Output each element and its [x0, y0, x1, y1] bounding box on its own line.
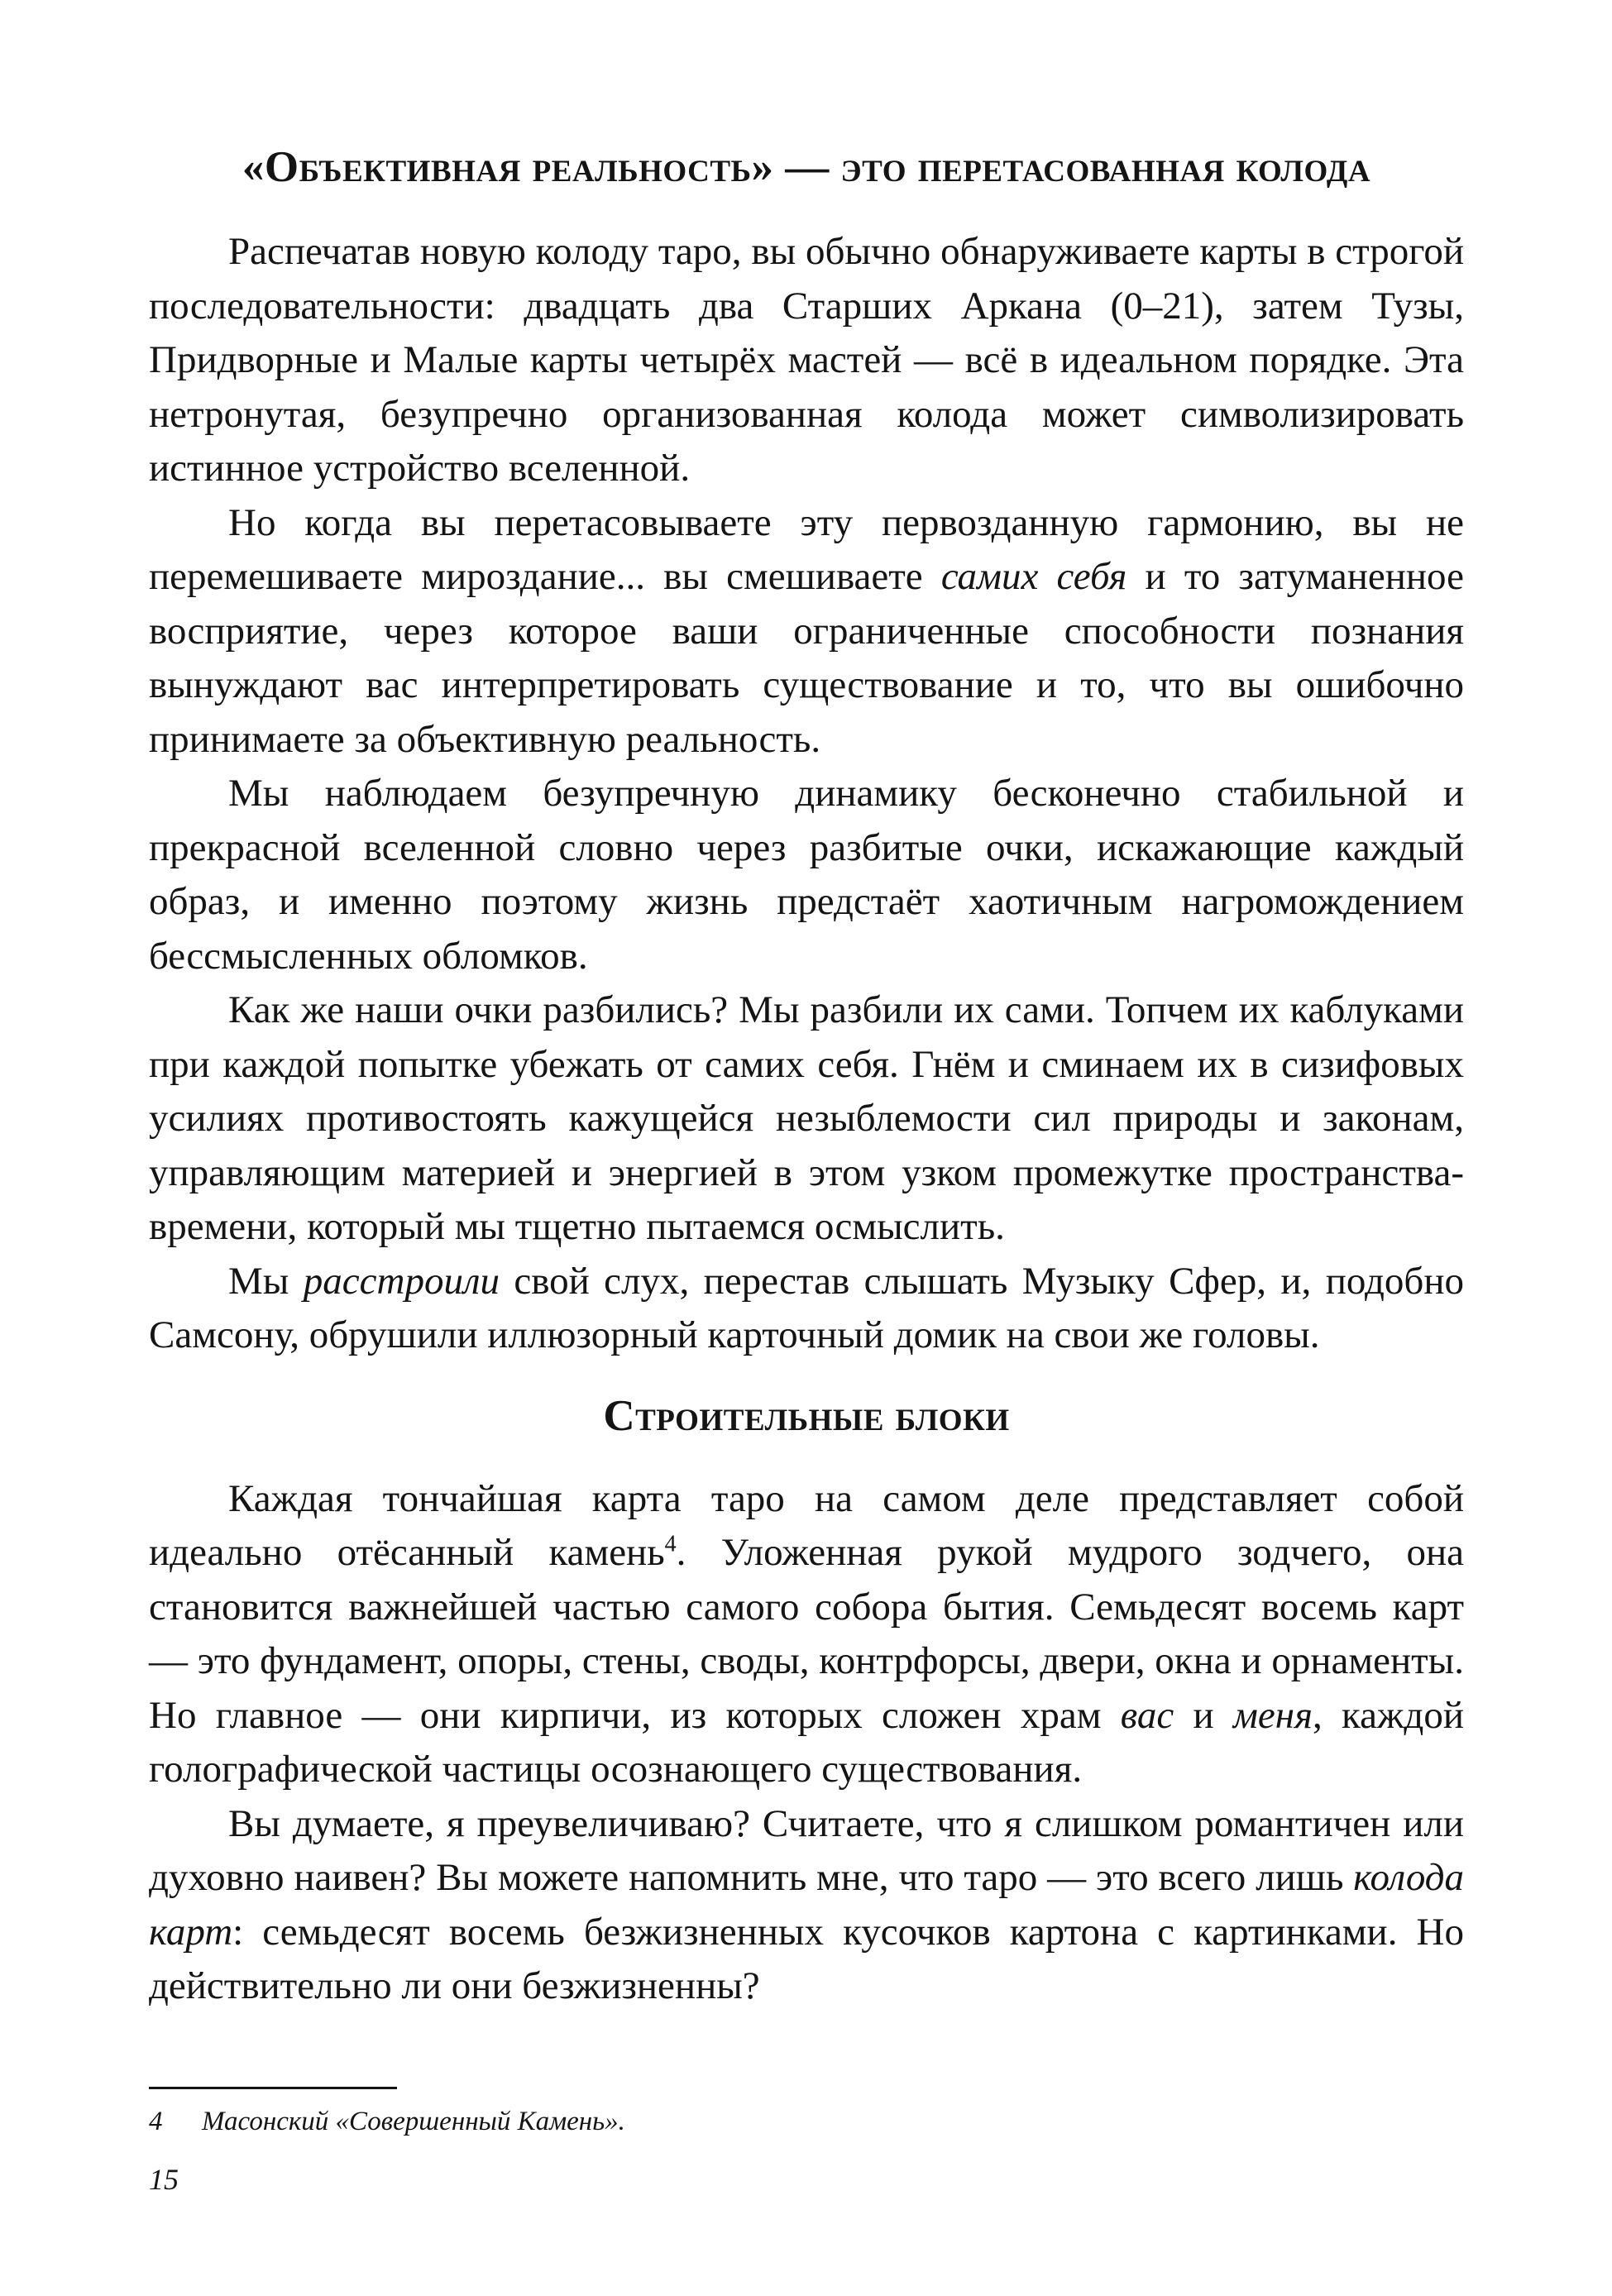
emphasis: расстроили: [303, 1259, 500, 1303]
emphasis: меня: [1232, 1693, 1313, 1737]
paragraph: Но когда вы перетасовываете эту первозданную гармонию, вы не перемешиваете мироздание... вы смешиваете самих себя и то затуманенное восприятие, через которое ваши ограниченные способности познания вынуждают вас интерпретировать существование и то, что вы ошибочно принимаете за объективную реальность.: [149, 500, 1464, 761]
section-body: [149, 225, 1464, 1363]
paragraph: Распечатав новую колоду таро, вы обычно обнаруживаете карты в строгой последовательности: двадцать два Старших Аркана (0–21), затем Тузы, Придворные и Малые карты четырёх мастей — всё в идеальном порядке. Эта нетронутая, безупречно организованная колода может символизировать истинное устройство вселенной.: [149, 230, 1464, 490]
paragraph: Мы расстроили свой слух, перестав слышать Музыку Сфер, и, подобно Самсону, обрушили иллюзорный карточный домик на свои же головы.: [149, 1259, 1464, 1356]
emphasis: вас: [1120, 1693, 1174, 1737]
page-number: 15: [149, 2163, 179, 2196]
section-heading: «Объективная реальность» — это перетасованная колода: [242, 143, 1371, 191]
footnote-number: 4: [149, 2107, 163, 2136]
footnote-divider: [149, 2087, 397, 2089]
paragraph: Каждая тончайшая карта таро на самом деле представляет собой идеально отёсанный камень$^4$. Уложенная рукой мудрого зодчего, она становится важнейшей частью самого собора бытия. Семьдесят восемь карт — это фундамент, опоры, стены, своды, контрфорсы, двери, окна и орнаменты. Но главное — они кирпичи, из которых сложен храм вас и меня, каждой голографической частицы осознающего существования.: [149, 1476, 1464, 1791]
emphasis: самих себя: [940, 555, 1127, 598]
emphasis: колода карт: [149, 1856, 1464, 1954]
book-page: [149, 124, 1464, 2014]
footnote-text: Масонский «Совершенный Камень».: [202, 2107, 625, 2136]
paragraph: Мы наблюдаем безупречную динамику бесконечно стабильной и прекрасной вселенной словно через разбитые очки, искажающие каждый образ, и именно поэтому жизнь предстаёт хаотичным нагромождением бессмысленных обломков.: [149, 772, 1464, 978]
footnote-reference[interactable]: 4: [664, 1531, 677, 1557]
footnote: [149, 2103, 625, 2140]
section-body: [149, 1472, 1464, 2014]
paragraph: Как же наши очки разбились? Мы разбили их сами. Топчем их каблуками при каждой попытке убежать от самих себя. Гнём и сминаем их в сизифовых усилиях противостоять кажущейся незыблемости сил природы и законам, управляющим материей и энергией в этом узком промежутке пространства-времени, который мы тщетно пытаемся осмыслить.: [149, 988, 1464, 1248]
section-heading: Строительные блоки: [603, 1391, 1010, 1440]
paragraph: Вы думаете, я преувеличиваю? Считаете, что я слишком романтичен или духовно наивен? Вы можете напомнить мне, что таро — это всего лишь колода карт: семьдесят восемь безжизненных кусочков картона с картинками. Но действительно ли они безжизненны?: [149, 1801, 1464, 2007]
